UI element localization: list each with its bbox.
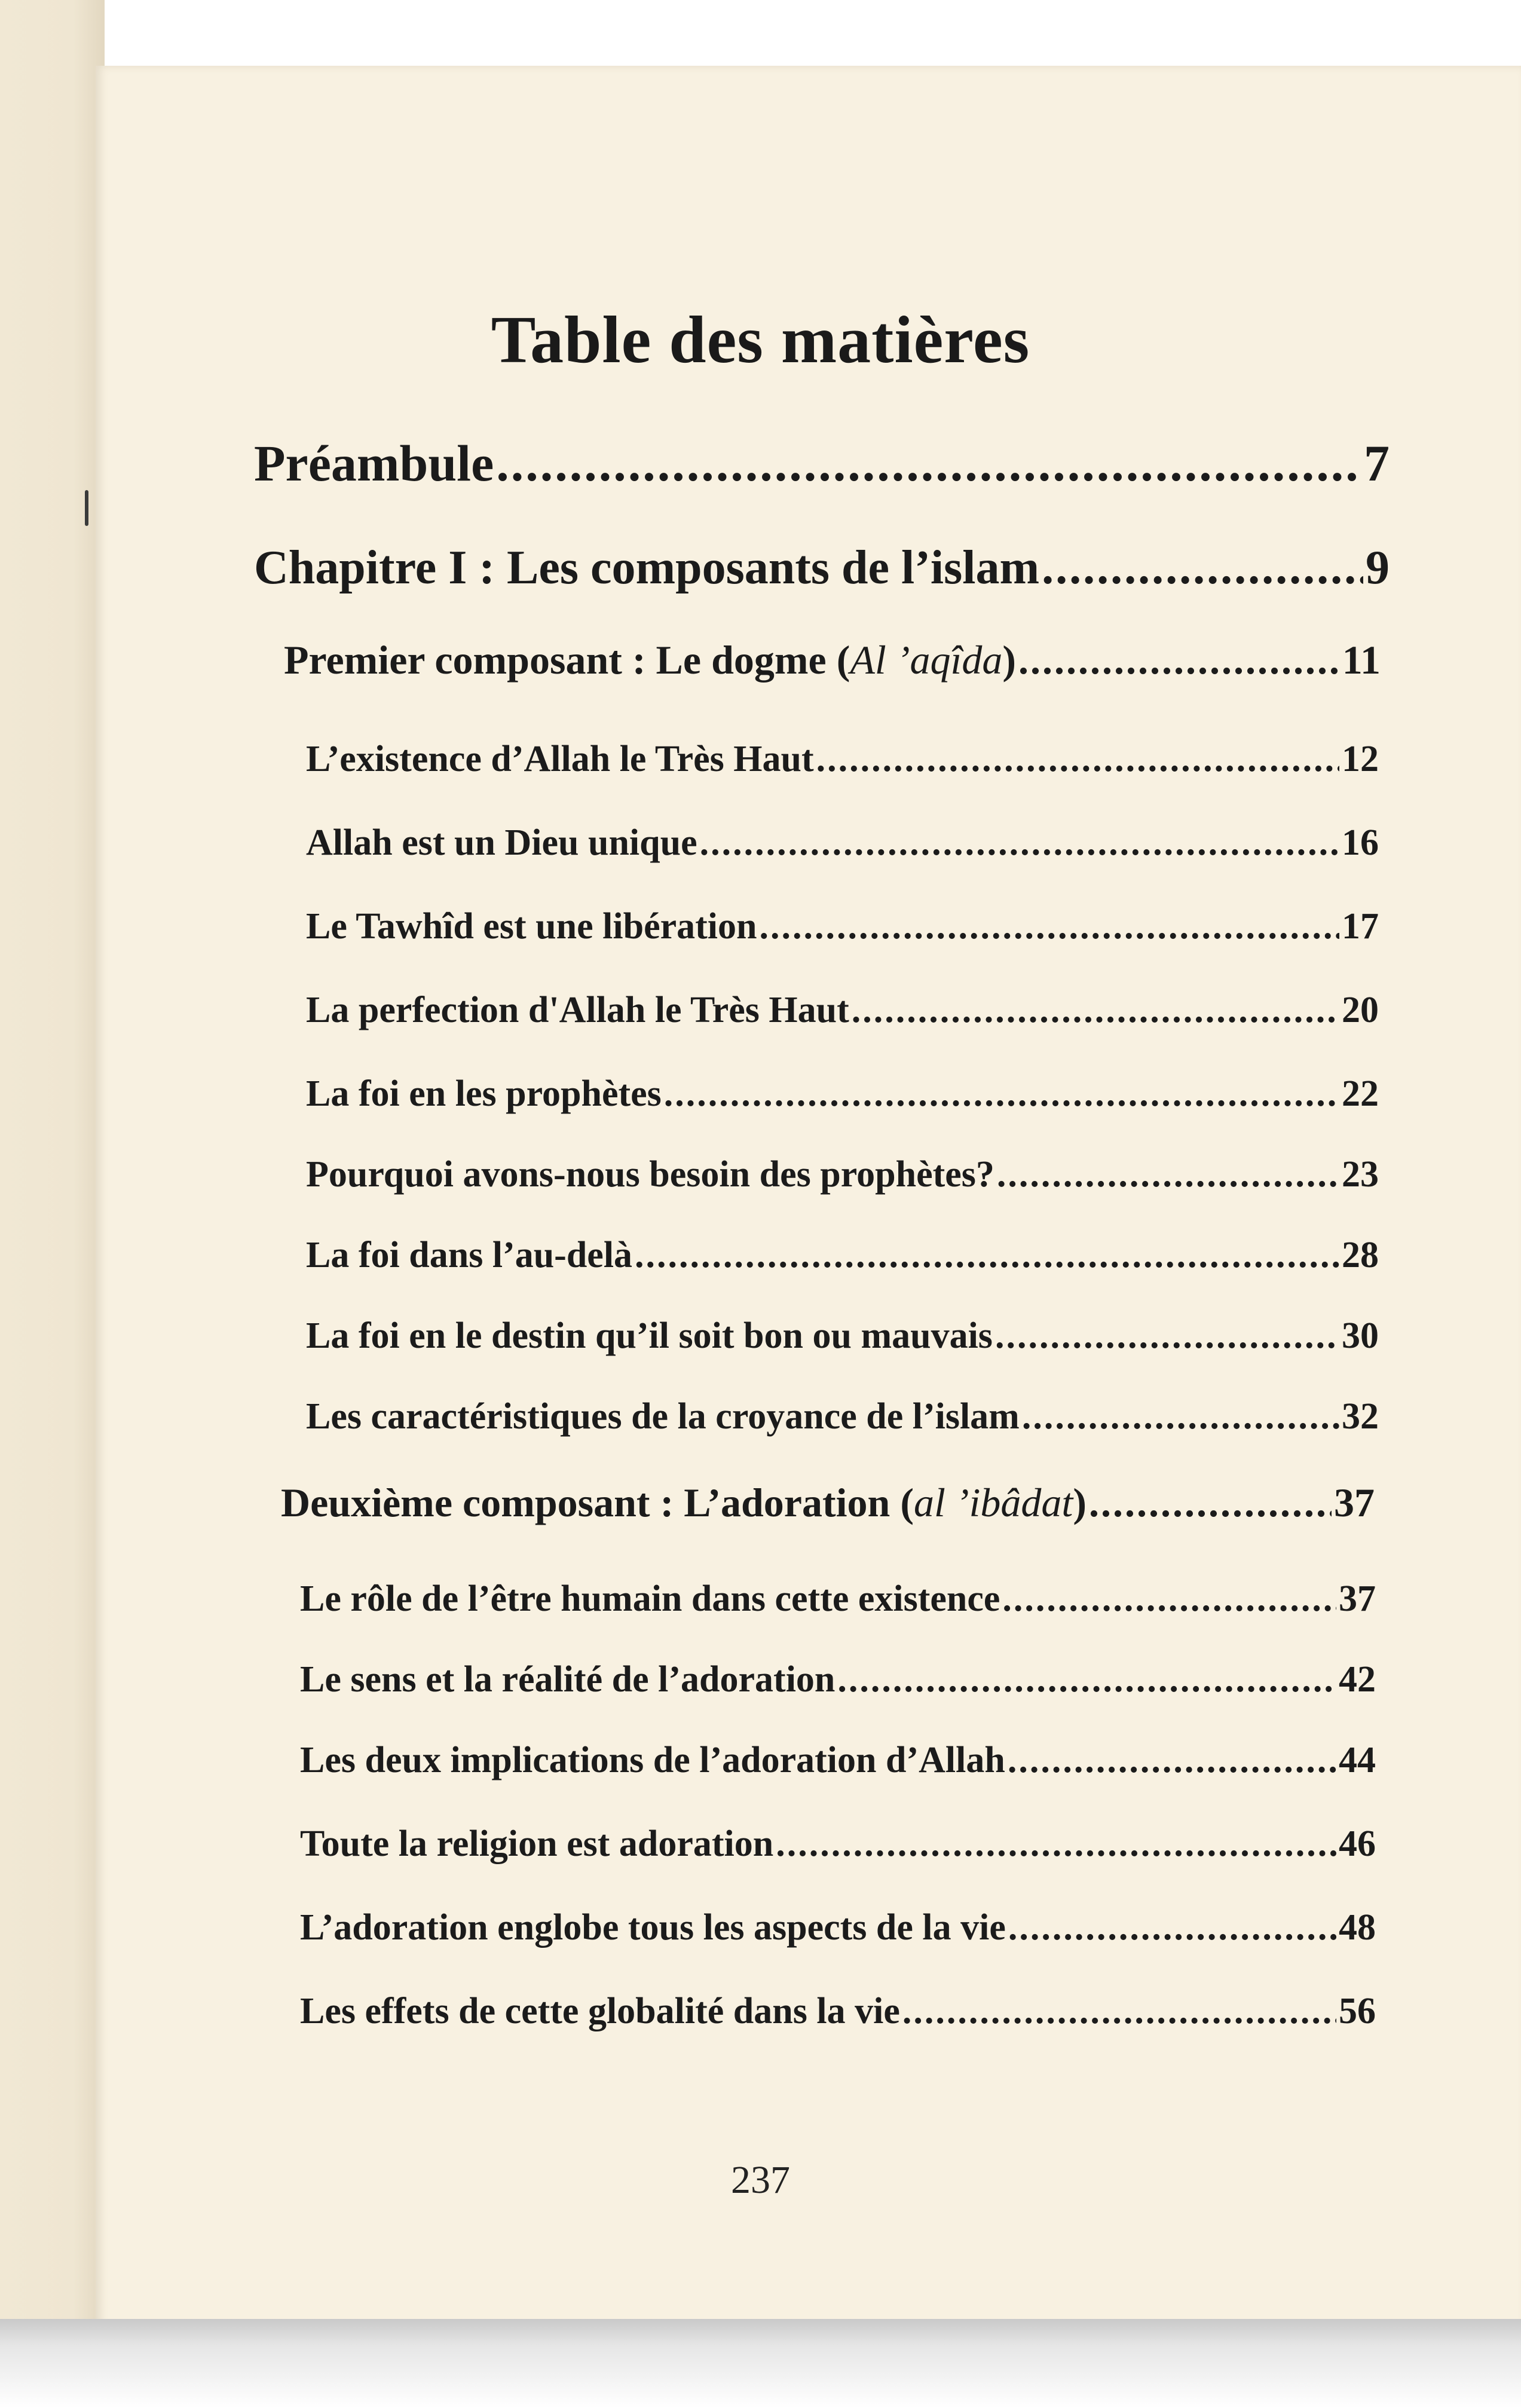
toc-entry-page: 9 bbox=[1366, 541, 1390, 594]
toc-entry-label: Pourquoi avons-nous besoin des prophètes? bbox=[306, 1154, 994, 1195]
toc-entry-label: La perfection d'Allah le Très Haut bbox=[306, 990, 849, 1030]
toc-entry bbox=[306, 1073, 1379, 1115]
toc-entry-page: 42 bbox=[1339, 1659, 1376, 1700]
toc-entry bbox=[306, 905, 1379, 948]
toc-entry-deuxieme-composant bbox=[281, 1479, 1375, 1526]
toc-entry bbox=[300, 1739, 1376, 1782]
toc-entry-page: 46 bbox=[1339, 1823, 1376, 1864]
toc-entry-page: 20 bbox=[1342, 990, 1379, 1030]
bottom-shadow bbox=[0, 2319, 1521, 2408]
toc-entry-label: Le rôle de l’être humain dans cette existence bbox=[300, 1578, 1000, 1619]
toc-entry-label: Le sens et la réalité de l’adoration bbox=[300, 1659, 836, 1700]
toc-entry-label: La foi en les prophètes bbox=[306, 1073, 662, 1114]
toc-entry-label: Toute la religion est adoration bbox=[300, 1823, 774, 1864]
toc-entry-page: 56 bbox=[1339, 1991, 1376, 2031]
toc-entry-premier-composant bbox=[284, 637, 1381, 684]
toc-entry-page: 12 bbox=[1342, 739, 1379, 779]
toc-leader-dots bbox=[1008, 1739, 1336, 1782]
toc-leader-dots bbox=[902, 1990, 1336, 2033]
toc-entry-page: 32 bbox=[1342, 1396, 1379, 1437]
toc-entry bbox=[300, 1990, 1376, 2033]
toc-entry-page: 37 bbox=[1339, 1578, 1376, 1619]
toc-entry bbox=[300, 1823, 1376, 1865]
toc-entry bbox=[306, 738, 1379, 781]
toc-entry-page: 48 bbox=[1339, 1907, 1376, 1948]
toc-entry-page: 37 bbox=[1334, 1480, 1375, 1525]
toc-entry-page: 44 bbox=[1339, 1740, 1376, 1780]
toc-entry-page: 16 bbox=[1342, 822, 1379, 863]
toc-leader-dots bbox=[1042, 541, 1363, 595]
toc-leader-dots bbox=[852, 989, 1339, 1032]
toc-leader-dots bbox=[1089, 1479, 1332, 1526]
toc-leader-dots bbox=[700, 822, 1339, 864]
toc-leader-dots bbox=[1022, 1396, 1339, 1438]
toc-entry bbox=[306, 1315, 1379, 1357]
toc-leader-dots bbox=[816, 738, 1339, 781]
toc-leader-dots bbox=[664, 1073, 1339, 1115]
toc-entry-label: Le Tawhîd est une libération bbox=[306, 906, 757, 947]
page-title: Table des matières bbox=[491, 303, 1030, 378]
toc-entry bbox=[306, 1153, 1379, 1196]
toc-leader-dots bbox=[837, 1659, 1336, 1701]
toc-leader-dots bbox=[1002, 1578, 1336, 1620]
toc-leader-dots bbox=[1008, 1907, 1336, 1949]
toc-entry-page: 11 bbox=[1342, 637, 1381, 683]
toc-entry-label: L’existence d’Allah le Très Haut bbox=[306, 739, 814, 779]
toc-entry-label: Allah est un Dieu unique bbox=[306, 822, 697, 863]
toc-entry-label: Chapitre I : Les composants de l’islam bbox=[254, 541, 1040, 594]
toc-entry-label: La foi en le destin qu’il soit bon ou mauvais bbox=[306, 1315, 993, 1356]
toc-leader-dots bbox=[776, 1823, 1336, 1865]
toc-entry-page: 23 bbox=[1342, 1154, 1379, 1195]
toc-leader-dots bbox=[997, 1153, 1339, 1196]
toc-entry-chapitre-1 bbox=[254, 541, 1390, 595]
toc-entry-label: L’adoration englobe tous les aspects de la vie bbox=[300, 1907, 1006, 1948]
toc-entry-label: La foi dans l’au-delà bbox=[306, 1235, 633, 1275]
toc-entry-page: 28 bbox=[1342, 1235, 1379, 1275]
toc-entry bbox=[306, 822, 1379, 864]
toc-entry-label: Deuxième composant : L’adoration (al ’ibâdat) bbox=[281, 1480, 1087, 1525]
page-number: 237 bbox=[731, 2158, 790, 2202]
toc-entry bbox=[306, 1234, 1379, 1277]
toc-entry-label: Les effets de cette globalité dans la vie bbox=[300, 1991, 900, 2031]
toc-entry bbox=[300, 1907, 1376, 1949]
toc-leader-dots bbox=[1018, 637, 1340, 684]
toc-entry-label: Les deux implications de l’adoration d’Allah bbox=[300, 1740, 1005, 1780]
toc-leader-dots bbox=[496, 433, 1361, 493]
toc-leader-dots bbox=[995, 1315, 1339, 1357]
toc-entry bbox=[306, 989, 1379, 1032]
toc-entry bbox=[300, 1659, 1376, 1701]
toc-entry-page: 17 bbox=[1342, 906, 1379, 947]
toc-entry bbox=[300, 1578, 1376, 1620]
toc-entry-page: 30 bbox=[1342, 1315, 1379, 1356]
toc-entry-label: Préambule bbox=[254, 435, 494, 492]
toc-entry-page: 7 bbox=[1364, 435, 1390, 492]
toc-entry-label: Premier composant : Le dogme (Al ’aqîda) bbox=[284, 637, 1017, 683]
toc-leader-dots bbox=[759, 905, 1339, 948]
toc-entry bbox=[306, 1396, 1379, 1438]
toc-leader-dots bbox=[635, 1234, 1339, 1277]
toc-entry-preambule bbox=[254, 433, 1390, 493]
toc-entry-label: Les caractéristiques de la croyance de l’islam bbox=[306, 1396, 1020, 1437]
toc-entry-page: 22 bbox=[1342, 1073, 1379, 1114]
